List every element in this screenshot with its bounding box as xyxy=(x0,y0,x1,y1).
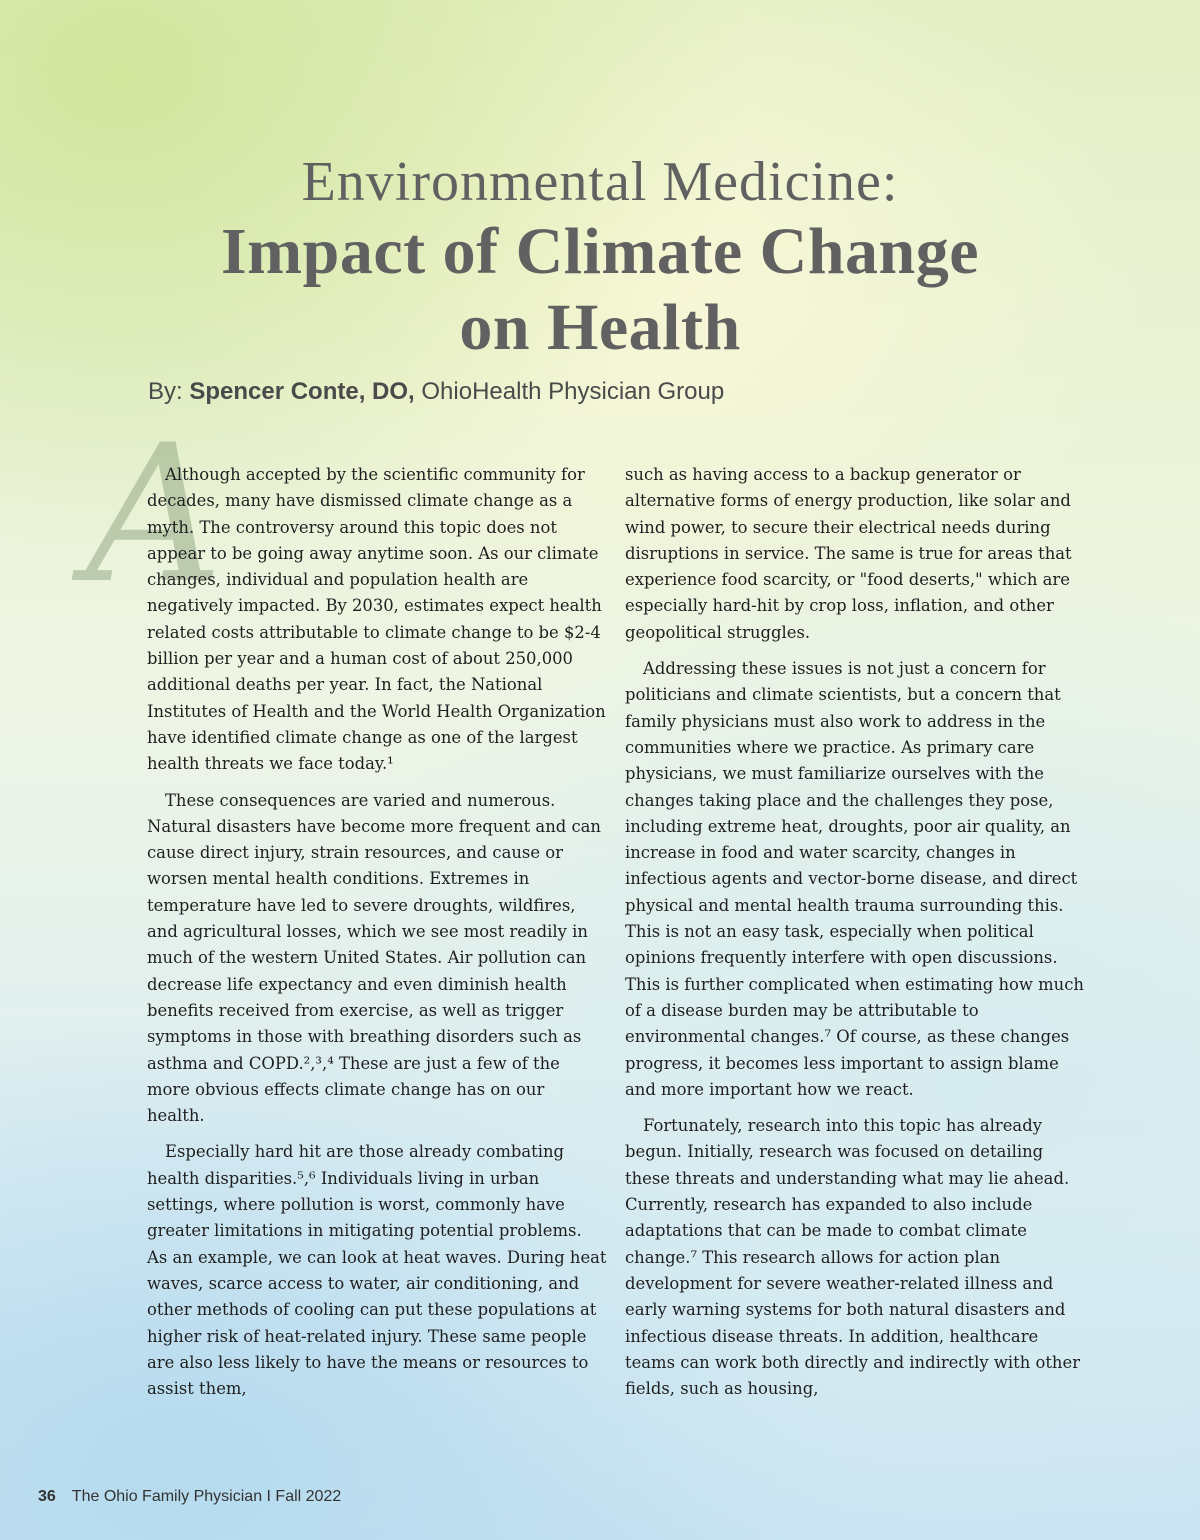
byline xyxy=(148,378,724,406)
article-title xyxy=(0,150,1200,366)
title-line-2: Impact of Climate Change xyxy=(220,215,980,288)
page-number: 36 xyxy=(38,1488,56,1505)
title-line-1: Environmental Medicine: xyxy=(301,151,899,213)
decorative-dropcap: A xyxy=(86,404,224,625)
right-column xyxy=(625,462,1087,1412)
left-paragraph-1: Although accepted by the scientific community for decades, many have dismissed climate change as a myth. The controversy around this topic does not appear to be going away anytime soon. As our climate changes, individual and population health are negatively impacted. By 2030, estimates expect health related costs attributable to climate change to be $2-4 billion per year and a human cost of about 250,000 additional deaths per year. In fact, the National Institutes of Health and the World Health Organization have identified climate change as one of the largest health threats we face today.¹ xyxy=(147,465,606,774)
right-paragraph-2: Addressing these issues is not just a concern for politicians and climate scientists, but a concern that family physicians must also work to address in the communities where we practice. As primary care physicians, we must familiarize ourselves with the changes taking place and the challenges they pose, including extreme heat, droughts, poor air quality, an increase in food and water scarcity, changes in infectious agents and vector-borne disease, and direct physical and mental health trauma surrounding this. This is not an easy task, especially when political opinions frequently interfere with open discussions. This is further complicated when estimating how much of a disease burden may be attributable to environmental changes.⁷ Of course, as these changes progress, it becomes less important to assign blame and more important how we react. xyxy=(625,659,1084,1099)
left-paragraph-2: These consequences are varied and numerous. Natural disasters have become more frequent and can cause direct injury, strain resources, and cause or worsen mental health conditions. Extremes in temperature have led to severe droughts, wildfires, and agricultural losses, which we see most readily in much of the western United States. Air pollution can decrease life expectancy and even diminish health benefits received from exercise, as well as trigger symptoms in those with breathing disorders such as asthma and COPD.²,³,⁴ These are just a few of the more obvious effects climate change has on our health. xyxy=(147,790,601,1126)
byline-prefix: By: xyxy=(148,378,190,405)
left-paragraph-3: Especially hard hit are those already combating health disparities.⁵,⁶ Individuals living in urban settings, where pollution is worst, commonly have greater limitations in mitigating potential problems. As an example, we can look at heat waves. During heat waves, scarce access to water, air conditioning, and other methods of cooling can put these populations at higher risk of heat-related injury. These same people are also less likely to have the means or resources to assist them, xyxy=(147,1142,607,1399)
title-line-3: on Health xyxy=(459,291,741,364)
byline-author: Spencer Conte, DO, xyxy=(189,378,415,405)
page-footer xyxy=(38,1488,341,1506)
right-paragraph-3: Fortunately, research into this topic has already begun. Initially, research was focused on detailing these threats and understanding what may lie ahead. Currently, research has expanded to also include adaptations that can be made to combat climate change.⁷ This research allows for action plan development for severe weather-related illness and early warning systems for both natural disasters and infectious disease threats. In addition, healthcare teams can work both directly and indirectly with other fields, such as housing, xyxy=(625,1116,1081,1399)
right-paragraph-1: such as having access to a backup generator or alternative forms of energy production, like solar and wind power, to secure their electrical needs during disruptions in service. The same is true for areas that experience food scarcity, or "food deserts," which are especially hard-hit by crop loss, inflation, and other geopolitical struggles. xyxy=(625,465,1072,642)
byline-affiliation: OhioHealth Physician Group xyxy=(414,378,725,405)
publication-name: The Ohio Family Physician I Fall 2022 xyxy=(71,1488,342,1505)
left-column xyxy=(147,462,607,1412)
